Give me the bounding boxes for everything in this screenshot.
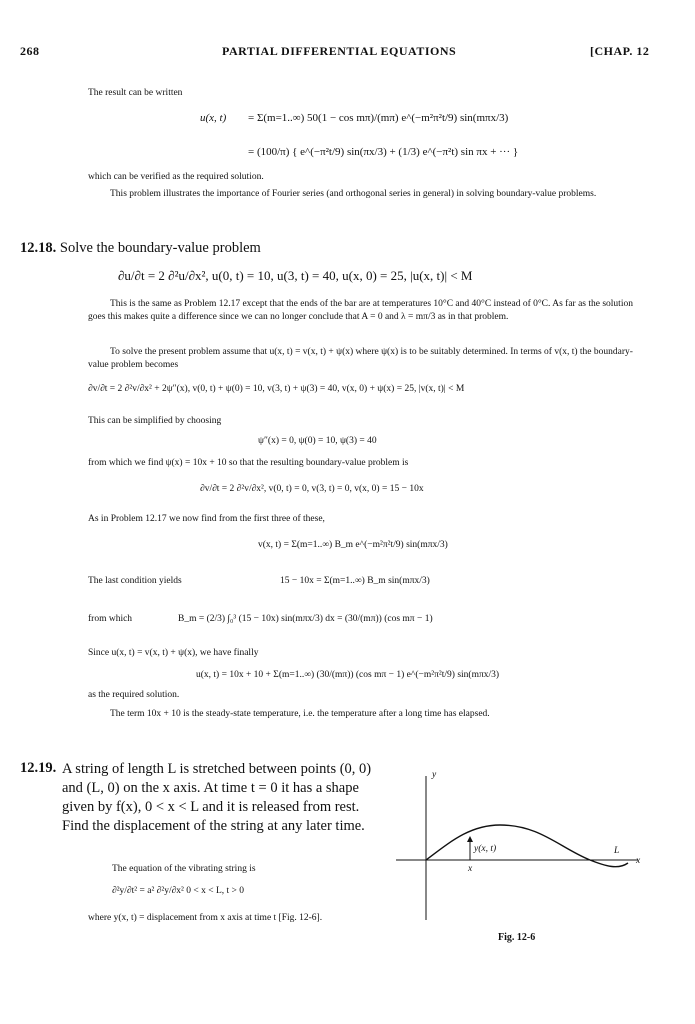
simplified-line: This can be simplified by choosing: [88, 416, 222, 426]
equation-final: u(x, t) = 10x + 10 + Σ(m=1..∞) (30/(mπ)) (cos mπ − 1) e^(−m²π²t/9) sin(mπx/3): [196, 670, 500, 680]
from-which-label: from which: [88, 614, 133, 624]
figure-x-axis-label: x: [636, 856, 641, 866]
wave-equation: ∂²y/∂t² = a² ∂²y/∂x² 0 < x < L, t > 0: [112, 886, 245, 896]
required-line: as the required solution.: [88, 690, 180, 700]
running-title: PARTIAL DIFFERENTIAL EQUATIONS: [222, 44, 457, 58]
problem-19-text: A string of length L is stretched between points (0, 0) and (L, 0) on the x axis. At time t = 0 it has a shape given by f(x), 0 < x < L and it is released from rest. Find the displacement of the string at any later time.: [62, 761, 372, 834]
displacement-arrowhead: [467, 836, 473, 842]
problem-19-number: 12.19.: [20, 760, 57, 776]
equation-last-condition: 15 − 10x = Σ(m=1..∞) B_m sin(mπx/3): [280, 576, 430, 586]
steady-state-paragraph: The term 10x + 10 is the steady-state temperature, i.e. the temperature after a long time has elapsed.: [110, 709, 490, 719]
where-line: where y(x, t) = displacement from x axis at time t [Fig. 12-6].: [88, 913, 323, 923]
equation-2-rhs: = (100/π) { e^(−π²t/9) sin(πx/3) + (1/3) e^(−π²t) sin πx + ··· }: [248, 146, 519, 158]
result-line: The result can be written: [88, 88, 183, 98]
last-condition-label: The last condition yields: [88, 576, 182, 586]
figure-L-label: L: [614, 846, 620, 856]
equation-v-system: ∂v/∂t = 2 ∂²v/∂x² + 2ψ″(x), v(0, t) + ψ(0) = 10, v(3, t) + ψ(3) = 40, v(x, 0) + ψ(x) = 25, |v(x, t)| < M: [88, 384, 465, 394]
from-which-line: from which we find ψ(x) = 10x + 10 so that the resulting boundary-value problem is: [88, 458, 409, 468]
illustrates-paragraph: This problem illustrates the importance of Fourier series (and orthogonal series in general) in solving boundary-value problems.: [110, 189, 597, 199]
verify-line: which can be verified as the required solution.: [88, 172, 264, 182]
problem-18-para2: To solve the present problem assume that u(x, t) = v(x, t) + ψ(x) where ψ(x) is to be suitably determined. In terms of v(x, t) the boundary-value problem becomes: [88, 347, 633, 370]
psi-choice-equation: ψ″(x) = 0, ψ(0) = 10, ψ(3) = 40: [258, 436, 377, 446]
problem-18-heading: [20, 240, 261, 257]
problem-18-title: Solve the boundary-value problem: [59, 240, 261, 256]
problem-18-bvp: ∂u/∂t = 2 ∂²u/∂x², u(0, t) = 10, u(3, t) = 40, u(x, 0) = 25, |u(x, t)| < M: [118, 268, 473, 283]
figure-caption: Fig. 12-6: [498, 932, 536, 943]
problem-18-number: 12.18.: [20, 240, 57, 256]
chapter-label: [CHAP. 12: [590, 44, 650, 58]
page-number: 268: [20, 44, 40, 58]
figure-12-6: [390, 770, 690, 950]
equation-1-lhs: u(x, t): [200, 112, 227, 124]
equation-1-rhs: = Σ(m=1..∞) 50(1 − cos mπ)/(mπ) e^(−m²π²t/9) sin(mπx/3): [248, 112, 509, 124]
figure-y-label: y: [432, 770, 437, 780]
equation-v-sum: v(x, t) = Σ(m=1..∞) B_m e^(−m²π²t/9) sin(mπx/3): [258, 540, 448, 550]
problem-18-para1: This is the same as Problem 12.17 except that the ends of the bar are at temperatures 10°C and 40°C instead of 0°C. As far as the solution goes this makes quite a difference since we can no longer conclude that A = 0 and λ = mπ/3 as in that problem.: [88, 299, 633, 322]
equation-v2-system: ∂v/∂t = 2 ∂²v/∂x², v(0, t) = 0, v(3, t) = 0, v(x, 0) = 15 − 10x: [200, 484, 424, 494]
since-line: Since u(x, t) = v(x, t) + ψ(x), we have finally: [88, 648, 259, 658]
equation-bm: B_m = (2/3) ∫₀³ (15 − 10x) sin(mπx/3) dx = (30/(mπ)) (cos mπ − 1): [178, 614, 433, 624]
figure-yxt-label: y(x, t): [474, 844, 497, 854]
figure-x-mark: x: [468, 864, 473, 874]
wave-eq-intro: The equation of the vibrating string is: [112, 864, 256, 874]
as-in-line: As in Problem 12.17 we now find from the first three of these,: [88, 514, 325, 524]
